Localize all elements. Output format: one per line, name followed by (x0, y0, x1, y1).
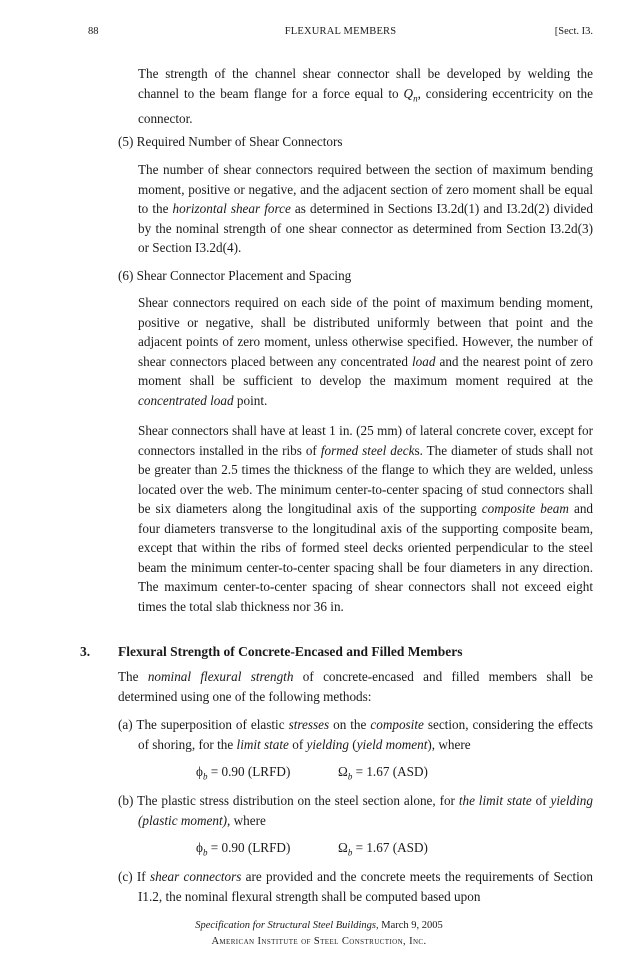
section-3-intro: The nominal flexural strength of concrete-encased and filled members shall be determined using one of the following methods: (118, 669, 593, 704)
section-3-title: Flexural Strength of Concrete-Encased and Filled Members (118, 644, 463, 659)
equation-a-phi: $\phi_b = 0.90$ (LRFD) (196, 764, 291, 782)
item-6-heading: (6) Shear Connector Placement and Spacing (118, 268, 352, 283)
qn-symbol: $Q_n$ (403, 85, 418, 104)
term-concentrated-load: concentrated load (138, 392, 234, 408)
channel-connector-paragraph: The strength of the channel shear connector shall be developed by welding the channel to the beam flange for a force equal to $Q_n$, considering eccentricity on the connector. (138, 66, 593, 126)
item-6-paragraph-1: Shear connectors required on each side of the point of maximum bending moment, positive or negative, shall be distributed uniformly between that point and the adjacent points of zero moment, unless otherwise specified. However, the number of shear connectors placed between any concentrated load and the nearest point of zero moment shall be sufficient to develop the maximum moment required at the concentrated load point. (138, 295, 593, 408)
footer-date: March 9, 2005 (378, 920, 443, 931)
equation-b-phi: $\phi_b = 0.90$ (LRFD) (196, 840, 291, 858)
footer-publisher: American Institute of Steel Construction, Inc. (211, 936, 427, 947)
running-title: FLEXURAL MEMBERS (284, 26, 397, 37)
equation-a-omega: $\Omega_b = 1.67$ (ASD) (338, 764, 428, 782)
item-c: (c) If shear connectors are provided and the concrete meets the requirements of Section I1.2, the nominal flexural strength shall be computed based upon (118, 869, 593, 904)
item-6-paragraph-2: Shear connectors shall have at least 1 in. (25 mm) of lateral concrete cover, except for connectors installed in the ribs of formed steel decks. The diameter of studs shall not be greater than 2.5 times the thickness of the flange to which they are welded, unless located over the web. The minimum center-to-center spacing of stud connectors shall be six diameters along the longitudinal axis of the supporting composite beam and four diameters transverse to the longitudinal axis of the supporting composite beam, except that within the ribs of formed steel decks oriented perpendicular to the steel beam the minimum center-to-center spacing shall be four diameters in any direction. The maximum center-to-center spacing of shear connectors shall not exceed eight times the total slab thickness nor 36 in. (138, 423, 594, 614)
running-header (88, 26, 593, 40)
term-nominal-flexural-strength: nominal flexural strength (147, 669, 294, 684)
term-composite-beam: composite beam (481, 501, 569, 516)
equation-b-omega: $\Omega_b = 1.67$ (ASD) (338, 840, 428, 858)
term-load: load (411, 353, 436, 369)
section-3-number: 3. (80, 644, 91, 659)
page-number: 88 (88, 26, 99, 37)
footer-spec-title: Specification for Structural Steel Buildings, (195, 920, 379, 931)
term-horizontal-shear-force: horizontal shear force (172, 201, 291, 216)
section-reference: [Sect. I3. (554, 26, 593, 37)
term-formed-steel-deck: formed steel deck (320, 442, 415, 458)
item-b: (b) The plastic stress distribution on the steel section alone, for the limit state of yielding (plastic moment), where (118, 793, 593, 828)
item-5-heading: (5) Required Number of Shear Connectors (118, 134, 343, 149)
item-5-paragraph: The number of shear connectors required between the section of maximum bending moment, positive or negative, and the adjacent section of zero moment shall be equal to the horizontal shear force as determined in Sections I3.2d(1) and I3.2d(2) divided by the nominal strength of one shear connector as determined from Section I3.2d(3) or Section I3.2d(4). (138, 162, 593, 255)
footer-spec-line (0, 920, 638, 931)
item-a: (a) The superposition of elastic stresses on the composite section, considering the effects of shoring, for the limit state of yielding (yield moment), where (118, 717, 593, 752)
